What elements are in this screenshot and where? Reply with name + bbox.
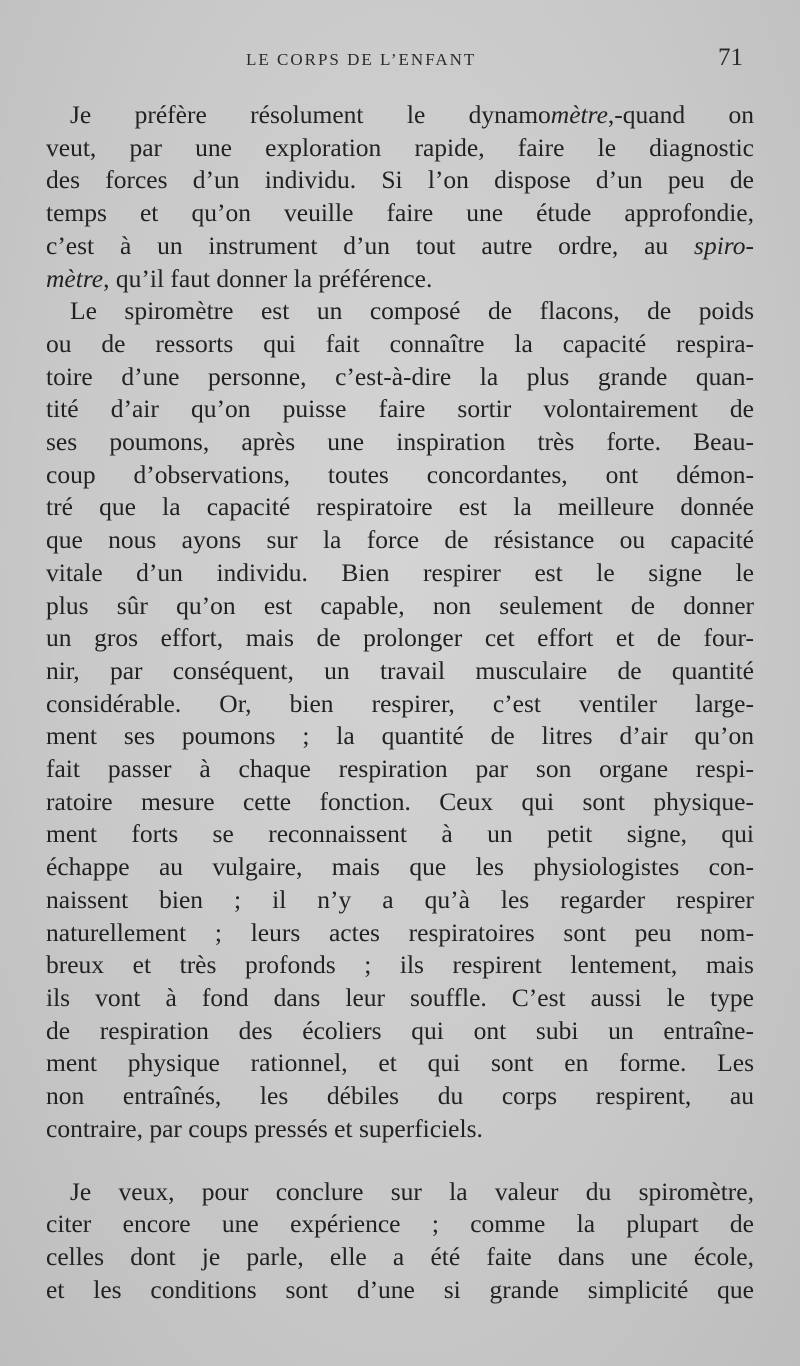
- text-line: ses poumons, après une inspiration très forte. Beau-: [46, 427, 754, 457]
- text-line: temps et qu’on veuille faire une étude approfondie,: [46, 198, 754, 228]
- text-line: tré que la capacité respiratoire est la meilleure donnée: [46, 492, 754, 522]
- text-line: considérable. Or, bien respirer, c’est ventiler large-: [46, 688, 754, 718]
- text-line: nir, par conséquent, un travail musculaire de quantité: [46, 655, 754, 685]
- paragraph-1: [46, 99, 754, 295]
- text-line: fait passer à chaque respiration par son organe respi-: [46, 754, 754, 784]
- italic-term: spiro-: [694, 230, 754, 260]
- text-line: ou de ressorts qui fait connaître la capacité respira-: [46, 328, 754, 358]
- text-line: ils vont à fond dans leur souffle. C’est aussi le type: [46, 982, 754, 1012]
- text-line: celles dont je parle, elle a été faite dans une école,: [46, 1241, 754, 1271]
- text-line: citer encore une expérience ; comme la plupart de: [46, 1209, 754, 1239]
- text-line: ratoire mesure cette fonction. Ceux qui sont physique-: [46, 786, 754, 816]
- page-number: 71: [718, 44, 743, 71]
- text-line: ment forts se reconnaissent à un petit signe, qui: [46, 819, 754, 849]
- text-line: breux et très profonds ; ils respirent lentement, mais: [46, 950, 754, 980]
- text-line: contraire, par coups pressés et superficiels.: [46, 1113, 483, 1143]
- text-line: un gros effort, mais de prolonger cet effort et de four-: [46, 623, 754, 653]
- text-line: tité d’air qu’on puisse faire sortir volontairement de: [46, 394, 754, 424]
- text-line: non entraînés, les débiles du corps respirent, au: [46, 1081, 754, 1111]
- text-line: coup d’observations, toutes concordantes, ont démon-: [46, 459, 754, 489]
- text-line: Je veux, pour conclure sur la valeur du spiromètre,: [70, 1176, 754, 1206]
- running-title: LE CORPS DE L’ENFANT: [246, 50, 477, 69]
- body-text: [46, 99, 754, 1306]
- paragraph-3: [46, 1176, 754, 1307]
- text-line: que nous ayons sur la force de résistance ou capacité: [46, 525, 754, 555]
- text-line: veut, par une exploration rapide, faire le diagnostic: [46, 132, 754, 162]
- italic-term: mètre: [46, 263, 104, 293]
- text-line: des forces d’un individu. Si l’on dispose d’un peu de: [46, 165, 754, 195]
- text-line: et les conditions sont d’une si grande simplicité que: [46, 1274, 754, 1304]
- text-line: plus sûr qu’on est capable, non seulement de donner: [46, 590, 754, 620]
- text-line: ment physique rationnel, et qui sont en forme. Les: [46, 1048, 754, 1078]
- text-line: ment ses poumons ; la quantité de litres d’air qu’on: [46, 721, 754, 751]
- text-line: échappe au vulgaire, mais que les physiologistes con-: [46, 852, 754, 882]
- text-line: naissent bien ; il n’y a qu’à les regarder respirer: [46, 884, 754, 914]
- text-line: Le spiromètre est un composé de flacons, de poids: [70, 296, 754, 326]
- text-line: mètre, qu’il faut donner la préférence.: [46, 263, 433, 293]
- text-line: de respiration des écoliers qui ont subi un entraîne-: [46, 1015, 754, 1045]
- text-line: Je préfère résolument le dynamomètre,-quand on: [70, 100, 754, 129]
- paragraph-2: [46, 295, 754, 1145]
- text-line: vitale d’un individu. Bien respirer est le signe le: [46, 557, 754, 587]
- italic-term: mètre: [550, 100, 608, 129]
- running-head: [0, 44, 800, 76]
- text-line: c’est à un instrument d’un tout autre ordre, au spiro-: [46, 230, 754, 260]
- text-line: toire d’une personne, c’est-à-dire la plus grande quan-: [46, 361, 754, 391]
- text-line: naturellement ; leurs actes respiratoires sont peu nom-: [46, 917, 754, 947]
- paragraph-gap: [46, 1146, 754, 1176]
